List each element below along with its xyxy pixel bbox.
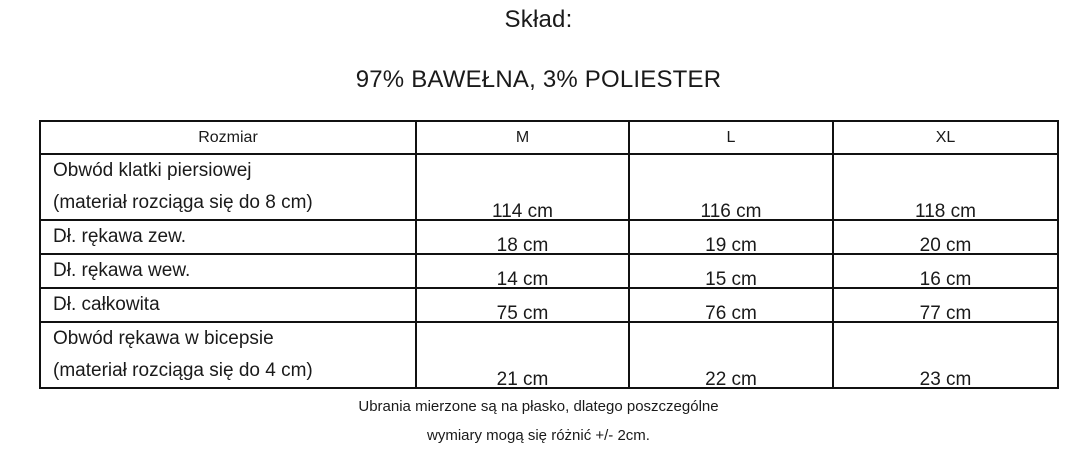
cell-value: 15 cm	[705, 269, 757, 290]
row-label-inner-sleeve: Dł. rękawa wew.	[40, 254, 416, 288]
cell-inner-sleeve-xl	[833, 254, 1058, 288]
cell-outer-sleeve-m	[416, 220, 629, 254]
table-header-row	[40, 121, 1058, 154]
cell-inner-sleeve-l	[629, 254, 833, 288]
cell-chest-xl	[833, 154, 1058, 220]
cell-bicep-m	[416, 322, 629, 388]
row-label-total-length: Dł. całkowita	[40, 288, 416, 322]
table-row-outer-sleeve	[40, 220, 1058, 254]
header-size-l: L	[629, 121, 833, 154]
row-label-line-1: Obwód klatki piersiowej	[53, 160, 252, 181]
footnote-line-2: wymiary mogą się różnić +/- 2cm.	[427, 427, 650, 444]
cell-bicep-xl	[833, 322, 1058, 388]
row-label-outer-sleeve: Dł. rękawa zew.	[40, 220, 416, 254]
row-label-line-2: (materiał rozciąga się do 8 cm)	[53, 192, 313, 213]
header-size-label: Rozmiar	[40, 121, 416, 154]
footnote-line-1: Ubrania mierzone są na płasko, dlatego poszczególne	[358, 398, 719, 415]
cell-value: 19 cm	[705, 235, 757, 256]
cell-value: 77 cm	[919, 303, 972, 324]
cell-value: 118 cm	[915, 201, 976, 222]
cell-value: 16 cm	[919, 269, 972, 290]
row-label-chest	[40, 154, 416, 220]
cell-value: 20 cm	[919, 235, 972, 256]
cell-outer-sleeve-l	[629, 220, 833, 254]
cell-total-length-l	[629, 288, 833, 322]
cell-chest-l	[629, 154, 833, 220]
table-row-total-length	[40, 288, 1058, 322]
cell-value: 23 cm	[919, 369, 972, 390]
cell-value: 75 cm	[496, 303, 549, 324]
cell-total-length-m	[416, 288, 629, 322]
row-label-line-1: Obwód rękawa w bicepsie	[53, 328, 274, 349]
size-table	[39, 120, 1059, 389]
cell-value: 22 cm	[705, 369, 757, 390]
header-size-m: M	[416, 121, 629, 154]
cell-value: 21 cm	[496, 369, 549, 390]
cell-inner-sleeve-m	[416, 254, 629, 288]
table-row-bicep	[40, 322, 1058, 388]
cell-value: 18 cm	[496, 235, 549, 256]
cell-value: 114 cm	[492, 201, 553, 222]
cell-total-length-xl	[833, 288, 1058, 322]
row-label-bicep	[40, 322, 416, 388]
header-size-xl: XL	[833, 121, 1058, 154]
table-row-inner-sleeve	[40, 254, 1058, 288]
cell-value: 76 cm	[705, 303, 757, 324]
cell-outer-sleeve-xl	[833, 220, 1058, 254]
row-label-line-2: (materiał rozciąga się do 4 cm)	[53, 360, 313, 381]
composition-title: Skład:	[504, 6, 573, 33]
cell-chest-m	[416, 154, 629, 220]
composition-value: 97% BAWEŁNA, 3% POLIESTER	[355, 66, 722, 93]
cell-value: 116 cm	[700, 201, 762, 222]
table-row-chest	[40, 154, 1058, 220]
cell-bicep-l	[629, 322, 833, 388]
cell-value: 14 cm	[496, 269, 549, 290]
